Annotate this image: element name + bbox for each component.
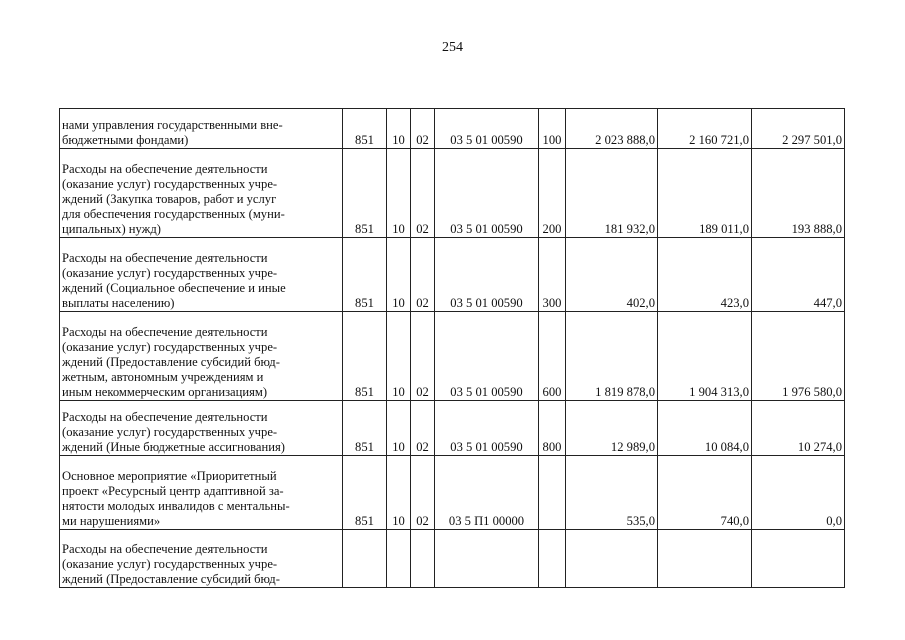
- expense-type-code: [539, 530, 566, 588]
- table-row: [60, 149, 845, 238]
- amount-year-2: [658, 530, 752, 588]
- table-row: [60, 312, 845, 401]
- section-code: 10: [387, 401, 411, 456]
- description-line: Расходы на обеспечение деятельности: [62, 251, 268, 265]
- ministry-code: 851: [343, 109, 387, 149]
- amount-year-3: 0,0: [752, 456, 845, 530]
- description-line: Расходы на обеспечение деятельности: [62, 162, 268, 176]
- subsection-code: 02: [411, 238, 435, 312]
- row-description: [60, 312, 343, 401]
- row-description: [60, 238, 343, 312]
- description-line: выплаты населению): [62, 296, 175, 310]
- description-line: Основное мероприятие «Приоритетный: [62, 469, 277, 483]
- ministry-code: 851: [343, 401, 387, 456]
- amount-year-2: 10 084,0: [658, 401, 752, 456]
- table-row: [60, 530, 845, 588]
- description-line: нятости молодых инвалидов с ментальны-: [62, 499, 290, 513]
- expense-type-code: 600: [539, 312, 566, 401]
- table-row: [60, 456, 845, 530]
- target-article-code: 03 5 01 00590: [435, 149, 539, 238]
- description-line: проект «Ресурсный центр адаптивной за-: [62, 484, 284, 498]
- row-description: [60, 401, 343, 456]
- subsection-code: 02: [411, 456, 435, 530]
- description-line: (оказание услуг) государственных учре-: [62, 340, 278, 354]
- target-article-code: 03 5 01 00590: [435, 401, 539, 456]
- row-description: [60, 456, 343, 530]
- ministry-code: 851: [343, 456, 387, 530]
- section-code: [387, 530, 411, 588]
- description-line: Расходы на обеспечение деятельности: [62, 542, 268, 556]
- description-line: ждений (Закупка товаров, работ и услуг: [62, 192, 277, 206]
- budget-table-body: [60, 109, 845, 588]
- expense-type-code: 200: [539, 149, 566, 238]
- description-line: (оказание услуг) государственных учре-: [62, 266, 278, 280]
- amount-year-2: 423,0: [658, 238, 752, 312]
- expense-type-code: 300: [539, 238, 566, 312]
- row-description: [60, 109, 343, 149]
- table-row: [60, 109, 845, 149]
- target-article-code: 03 5 01 00590: [435, 109, 539, 149]
- target-article-code: [435, 530, 539, 588]
- description-line: иным некоммерческим организациям): [62, 385, 268, 399]
- amount-year-2: 1 904 313,0: [658, 312, 752, 401]
- amount-year-2: 189 011,0: [658, 149, 752, 238]
- row-description: [60, 149, 343, 238]
- description-line: ждений (Предоставление субсидий бюд-: [62, 572, 280, 586]
- description-line: жетным, автономным учреждениям и: [62, 370, 264, 384]
- budget-table: [59, 108, 845, 588]
- description-line: (оказание услуг) государственных учре-: [62, 177, 278, 191]
- section-code: 10: [387, 109, 411, 149]
- subsection-code: 02: [411, 109, 435, 149]
- expense-type-code: [539, 456, 566, 530]
- subsection-code: 02: [411, 401, 435, 456]
- amount-year-2: 2 160 721,0: [658, 109, 752, 149]
- description-line: (оказание услуг) государственных учре-: [62, 557, 278, 571]
- target-article-code: 03 5 П1 00000: [435, 456, 539, 530]
- target-article-code: 03 5 01 00590: [435, 238, 539, 312]
- expense-type-code: 800: [539, 401, 566, 456]
- description-line: ждений (Социальное обеспечение и иные: [62, 281, 286, 295]
- ministry-code: [343, 530, 387, 588]
- amount-year-3: 447,0: [752, 238, 845, 312]
- ministry-code: 851: [343, 238, 387, 312]
- section-code: 10: [387, 149, 411, 238]
- description-line: Расходы на обеспечение деятельности: [62, 325, 268, 339]
- table-row: [60, 238, 845, 312]
- amount-year-3: 2 297 501,0: [752, 109, 845, 149]
- amount-year-1: 535,0: [566, 456, 658, 530]
- amount-year-3: 10 274,0: [752, 401, 845, 456]
- description-line: ми нарушениями»: [62, 514, 161, 528]
- description-line: ципальных) нужд): [62, 222, 161, 236]
- subsection-code: [411, 530, 435, 588]
- description-line: бюджетными фондами): [62, 133, 189, 147]
- amount-year-1: 1 819 878,0: [566, 312, 658, 401]
- section-code: 10: [387, 456, 411, 530]
- subsection-code: 02: [411, 312, 435, 401]
- amount-year-1: 402,0: [566, 238, 658, 312]
- ministry-code: 851: [343, 149, 387, 238]
- description-line: Расходы на обеспечение деятельности: [62, 410, 268, 424]
- amount-year-3: 193 888,0: [752, 149, 845, 238]
- expense-type-code: 100: [539, 109, 566, 149]
- table-row: [60, 401, 845, 456]
- row-description: [60, 530, 343, 588]
- amount-year-1: 181 932,0: [566, 149, 658, 238]
- subsection-code: 02: [411, 149, 435, 238]
- amount-year-1: 2 023 888,0: [566, 109, 658, 149]
- amount-year-1: 12 989,0: [566, 401, 658, 456]
- ministry-code: 851: [343, 312, 387, 401]
- page-number: 254: [442, 40, 463, 55]
- description-line: ждений (Иные бюджетные ассигнования): [62, 440, 285, 454]
- amount-year-3: [752, 530, 845, 588]
- amount-year-3: 1 976 580,0: [752, 312, 845, 401]
- description-line: для обеспечения государственных (муни-: [62, 207, 285, 221]
- description-line: ждений (Предоставление субсидий бюд-: [62, 355, 280, 369]
- amount-year-1: [566, 530, 658, 588]
- target-article-code: 03 5 01 00590: [435, 312, 539, 401]
- amount-year-2: 740,0: [658, 456, 752, 530]
- description-line: (оказание услуг) государственных учре-: [62, 425, 278, 439]
- section-code: 10: [387, 312, 411, 401]
- section-code: 10: [387, 238, 411, 312]
- description-line: нами управления государственными вне-: [62, 118, 283, 132]
